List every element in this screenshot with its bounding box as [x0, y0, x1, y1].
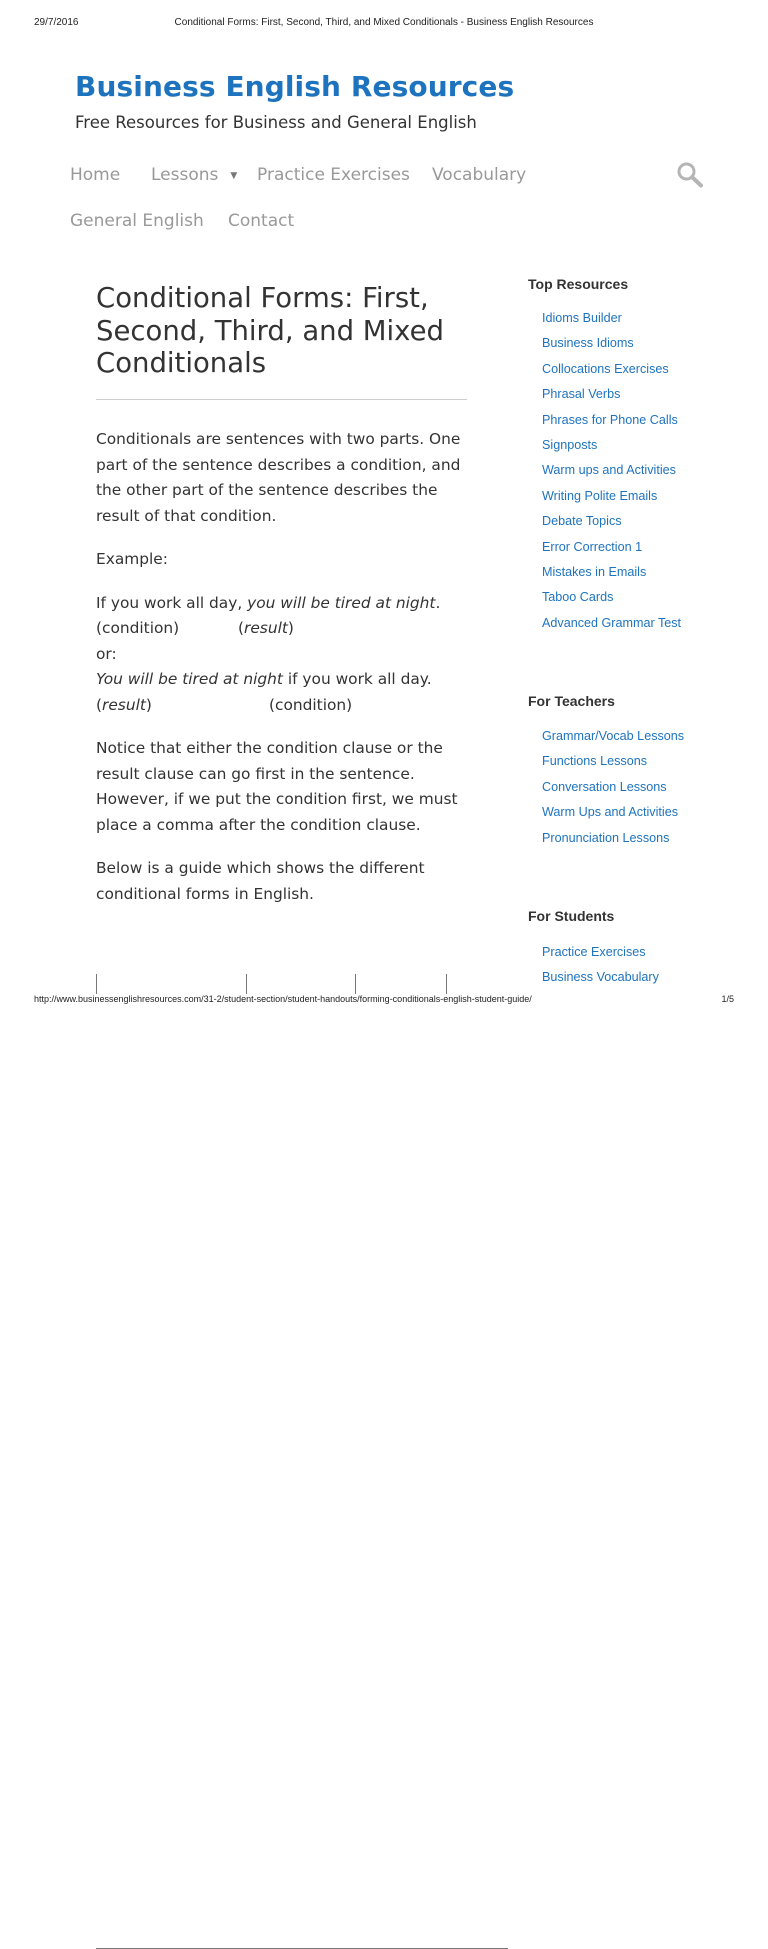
widget-title-for-students: For Students: [528, 908, 615, 924]
link-phrases-phone-calls[interactable]: Phrases for Phone Calls: [542, 412, 678, 427]
widget-title-top-resources: Top Resources: [528, 276, 629, 292]
link-pronunciation-lessons[interactable]: Pronunciation Lessons: [542, 830, 670, 845]
example-sentence-1: [96, 591, 471, 617]
list-item: [542, 802, 684, 827]
nav-item-home[interactable]: Home: [70, 165, 121, 185]
or-label: or:: [96, 644, 117, 663]
list-item: [542, 562, 681, 587]
table-column-border: [355, 974, 356, 994]
table-column-border: [96, 974, 97, 994]
label-result-2: (result): [96, 695, 152, 714]
list-item: [542, 410, 681, 435]
top-resources-list: [542, 308, 681, 638]
list-item: [542, 613, 681, 638]
search-icon[interactable]: [676, 161, 704, 189]
link-advanced-grammar-test[interactable]: Advanced Grammar Test: [542, 615, 682, 630]
print-footer: [0, 994, 768, 1008]
nav-item-lessons[interactable]: [151, 165, 237, 185]
title-divider: [96, 399, 467, 400]
nav-item-vocabulary[interactable]: Vocabulary: [432, 165, 527, 185]
example1-result: you will be tired at night: [247, 593, 436, 612]
link-writing-polite-emails[interactable]: Writing Polite Emails: [542, 488, 658, 503]
list-item: [542, 777, 684, 802]
list-item: [542, 751, 684, 776]
link-business-idioms[interactable]: Business Idioms: [542, 336, 634, 351]
example2-condition: if you work all day.: [282, 670, 432, 688]
link-business-vocabulary[interactable]: Business Vocabulary: [542, 970, 659, 985]
example2-result: You will be tired at night: [96, 670, 283, 688]
link-phrasal-verbs[interactable]: Phrasal Verbs: [542, 387, 621, 402]
example-sentence-2: [96, 667, 471, 693]
link-practice-exercises[interactable]: Practice Exercises: [542, 945, 646, 959]
example1-labels: [96, 616, 471, 642]
table-column-border: [446, 974, 447, 994]
nav-item-lessons-label: Lessons: [151, 165, 219, 185]
print-date: 29/7/2016: [34, 17, 79, 28]
link-functions-lessons[interactable]: Functions Lessons: [542, 754, 648, 769]
widget-title-for-teachers: For Teachers: [528, 693, 615, 709]
list-item: [542, 333, 681, 358]
list-item: [542, 308, 681, 333]
guide-paragraph: Below is a guide which shows the different conditional forms in English.: [96, 859, 425, 903]
link-error-correction-1[interactable]: Error Correction 1: [542, 539, 643, 554]
nav-item-general-english[interactable]: General English: [70, 211, 204, 231]
chevron-down-icon: ▼: [230, 171, 238, 181]
list-item: [542, 828, 684, 853]
page-number: 1/5: [721, 994, 734, 1004]
print-page-title: Conditional Forms: First, Second, Third, and Mixed Conditionals - Business English Resources: [174, 17, 594, 28]
label-condition: (condition): [96, 619, 180, 637]
example1-end: .: [435, 593, 441, 612]
link-signposts[interactable]: Signposts: [542, 437, 598, 452]
site-tagline: Free Resources for Business and General English: [75, 113, 477, 132]
nav-item-practice-exercises[interactable]: Practice Exercises: [257, 165, 410, 185]
list-item: [542, 435, 681, 460]
example-label: Example:: [96, 550, 168, 568]
print-url: http://www.businessenglishresources.com/31-2/student-section/student-handouts/forming-conditionals-english-student-guide/: [34, 994, 532, 1004]
list-item: [542, 537, 681, 562]
list-item: [542, 486, 681, 511]
article-title: Conditional Forms: First, Second, Third, and Mixed Conditionals: [96, 282, 444, 379]
list-item: [542, 384, 681, 409]
intro-paragraph: Conditionals are sentences with two parts. One part of the sentence describes a condition, and the other part of the sentence describes the result of that condition.: [96, 430, 461, 525]
link-taboo-cards[interactable]: Taboo Cards: [542, 590, 614, 605]
table-column-border: [246, 974, 247, 994]
list-item: [542, 511, 681, 536]
for-teachers-list: [542, 726, 684, 853]
link-debate-topics[interactable]: Debate Topics: [542, 514, 622, 529]
link-warm-ups-activities[interactable]: Warm ups and Activities: [542, 463, 676, 478]
link-grammar-vocab-lessons[interactable]: Grammar/Vocab Lessons: [542, 729, 685, 743]
link-conversation-lessons[interactable]: Conversation Lessons: [542, 779, 667, 794]
list-item: [542, 726, 684, 751]
link-warm-ups-activities-teachers[interactable]: Warm Ups and Activities: [542, 805, 679, 820]
notice-paragraph: Notice that either the condition clause or the result clause can go first in the sentence. However, if we put the condition first, we must place a comma after the condition clause.: [96, 739, 458, 834]
label-condition-2: (condition): [269, 695, 353, 714]
list-item: [542, 587, 681, 612]
list-item: [542, 359, 681, 384]
list-item: [542, 942, 659, 967]
nav-item-contact[interactable]: Contact: [228, 211, 295, 231]
label-result: (result): [238, 619, 294, 637]
example2-labels: [96, 693, 471, 719]
print-header: [0, 17, 768, 31]
site-title[interactable]: Business English Resources: [75, 70, 515, 103]
list-item: [542, 967, 659, 992]
example1-condition: If you work all day,: [96, 593, 248, 612]
for-students-list: [542, 942, 659, 993]
link-mistakes-in-emails[interactable]: Mistakes in Emails: [542, 564, 647, 579]
list-item: [542, 460, 681, 485]
article-body: [96, 427, 471, 907]
link-idioms-builder[interactable]: Idioms Builder: [542, 311, 622, 325]
link-collocations-exercises[interactable]: Collocations Exercises: [542, 361, 669, 376]
